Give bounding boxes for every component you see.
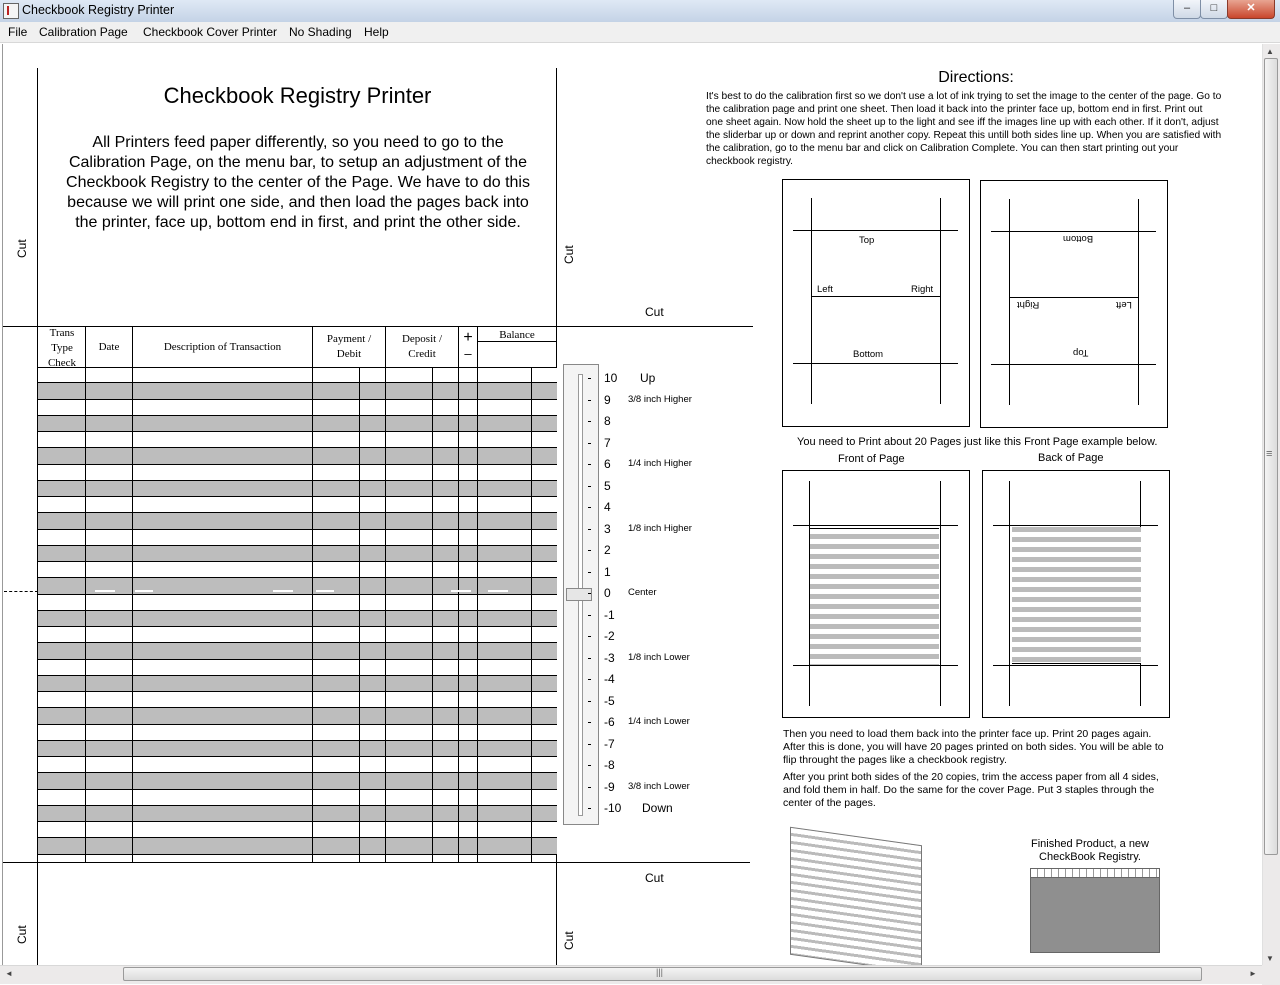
app-icon[interactable] xyxy=(3,3,19,19)
slider-tick xyxy=(588,572,591,573)
intro-line: Checkbook Registry to the center of the Page. We have to do this xyxy=(66,174,530,191)
maximize-button[interactable]: □ xyxy=(1200,0,1228,19)
slider-tick xyxy=(588,486,591,487)
intro-line: All Printers feed paper differently, so you need to go to the xyxy=(92,134,504,151)
table-row xyxy=(38,708,557,724)
front-caption: Front of Page xyxy=(838,453,905,465)
intro-line: because we will print one side, and then load the pages back into xyxy=(67,194,529,211)
slider-level-number: 5 xyxy=(604,478,611,493)
table-row xyxy=(38,367,557,383)
col-header-plus: + xyxy=(463,329,473,346)
slider-level-number: 7 xyxy=(604,435,611,450)
table-row xyxy=(38,611,557,627)
table-row xyxy=(38,692,557,708)
slider-level-number: 6 xyxy=(604,457,611,471)
label-left: Left xyxy=(817,284,833,295)
directions-line: the sliderbar up or down and reprint another copy. Repeat this untill both sides line up. When you are satisfied with xyxy=(706,130,1222,141)
scroll-down-arrow[interactable]: ▼ xyxy=(1266,954,1274,963)
slider-level-description: 1/8 inch Lower xyxy=(628,651,690,663)
table-row xyxy=(38,773,557,789)
slider-tick xyxy=(588,744,591,745)
directions-line: the calibration page and print one sheet. Then load it back into the printer face up, bottom end in first. Print out xyxy=(706,104,1203,115)
directions-line: It's best to do the calibration first so we don't use a lot of ink trying to set the image to the center of the page. Go to xyxy=(706,91,1222,102)
slider-tick xyxy=(588,507,591,508)
column-divider xyxy=(85,326,86,862)
slider-level-number: 2 xyxy=(604,543,611,557)
slider-level-number: 0 xyxy=(604,586,611,600)
slider-level-number: -9 xyxy=(604,779,615,794)
intro-line: Calibration Page, on the menu bar, to setup an adjustment of the xyxy=(68,154,528,171)
cut-line-bottom xyxy=(3,862,750,863)
slider-tick xyxy=(588,615,591,616)
fold-mark xyxy=(488,590,508,592)
table-row xyxy=(38,562,557,578)
fold-mark xyxy=(273,590,293,592)
instructions-para3 xyxy=(783,771,1159,810)
instructions-para2 xyxy=(783,728,1164,767)
table-row xyxy=(38,481,557,497)
menu-help[interactable]: Help xyxy=(364,25,389,39)
minimize-button[interactable]: – xyxy=(1173,0,1201,19)
slider-level-number: 9 xyxy=(604,392,611,407)
cut-label: Cut xyxy=(562,931,576,950)
slider-level-description: 1/4 inch Lower xyxy=(628,716,690,727)
col-header-minus: – xyxy=(464,346,472,361)
slider-level-number: -4 xyxy=(604,672,615,686)
cut-label: Cut xyxy=(645,305,664,319)
directions-heading: Directions: xyxy=(938,69,1014,86)
table-row xyxy=(38,725,557,741)
fold-mark xyxy=(4,591,38,592)
table-row xyxy=(38,595,557,611)
column-divider xyxy=(531,367,532,862)
cut-label: Cut xyxy=(645,871,664,885)
table-row xyxy=(38,448,557,464)
label-bottom: Bottom xyxy=(853,349,884,360)
slider-tick xyxy=(588,658,591,659)
slider-level-description: Down xyxy=(642,801,673,815)
slider-level-number: -2 xyxy=(604,629,615,643)
menu-no-shading[interactable]: No Shading xyxy=(289,25,352,39)
page-left-border xyxy=(2,44,3,965)
table-row xyxy=(38,383,557,399)
col-header-deposit: Deposit / Credit xyxy=(401,333,443,360)
slider-tick xyxy=(588,400,591,401)
para-line: Then you need to load them back into the printer face up. Print 20 pages again. xyxy=(783,728,1152,740)
slider-tick xyxy=(588,701,591,702)
finished-product-caption xyxy=(1010,838,1170,864)
slider-level-number: 10 xyxy=(604,371,618,385)
menu-calibration-page[interactable]: Calibration Page xyxy=(39,25,128,39)
column-divider xyxy=(477,326,478,862)
slider-tick xyxy=(588,378,591,379)
slider-tick xyxy=(588,550,591,551)
table-row xyxy=(38,643,557,659)
table-row xyxy=(38,676,557,692)
para-line: and fold them in half. Do the same for the cover Page. Put 3 staples through the xyxy=(783,784,1155,796)
fold-mark xyxy=(95,590,115,592)
column-divider xyxy=(458,326,459,862)
registry-intro xyxy=(38,133,558,233)
finished-booklet-edge xyxy=(1030,868,1160,878)
col-header-payment: Payment / Debit xyxy=(326,333,372,360)
table-row xyxy=(38,513,557,529)
slider-level-description: 3/8 inch Lower xyxy=(628,780,690,792)
scrollbar-corner xyxy=(1262,965,1280,985)
slider-level-number: -6 xyxy=(604,715,615,729)
label-top: Top xyxy=(859,235,875,246)
table-row xyxy=(38,660,557,676)
window-title: Checkbook Registry Printer xyxy=(22,3,175,17)
column-divider xyxy=(132,326,133,862)
table-row xyxy=(38,790,557,806)
print-note: You need to Print about 20 Pages just like this Front Page example below. xyxy=(797,436,1158,448)
caption-line: Finished Product, a new xyxy=(1030,838,1149,850)
col-header-trans-type: Trans Type Check xyxy=(47,327,77,369)
table-row xyxy=(38,741,557,757)
slider-level-description: 1/8 inch Higher xyxy=(628,522,692,534)
para-line: center of the pages. xyxy=(783,797,876,809)
label-right: Right xyxy=(1017,299,1040,310)
scroll-right-arrow[interactable]: ► xyxy=(1249,969,1257,978)
cut-line-top xyxy=(3,326,753,327)
header-bottom-rule xyxy=(38,367,557,368)
column-divider xyxy=(432,367,433,862)
slider-level-description: Center xyxy=(628,587,657,598)
column-divider xyxy=(312,326,313,862)
back-caption: Back of Page xyxy=(1038,452,1104,464)
slider-level-number: -10 xyxy=(604,801,622,815)
vertical-grip-icon: ≡ xyxy=(1266,448,1273,460)
slider-level-number: -8 xyxy=(604,758,615,772)
table-row xyxy=(38,578,557,594)
cut-label: Cut xyxy=(15,925,29,944)
slider-level-number: -3 xyxy=(604,650,615,665)
col-header-description: Description of Transaction xyxy=(163,341,282,353)
slider-level-number: -1 xyxy=(604,607,615,622)
front-page-preview xyxy=(782,470,970,718)
slider-level-number: -7 xyxy=(604,736,615,751)
slider-tick xyxy=(588,636,591,637)
cut-label: Cut xyxy=(15,239,29,258)
table-row xyxy=(38,432,557,448)
table-row xyxy=(38,838,557,854)
table-row xyxy=(38,757,557,773)
table-row xyxy=(38,822,557,838)
fold-mark xyxy=(135,590,153,592)
slider-tick xyxy=(588,765,591,766)
open-booklet-illustration xyxy=(790,827,922,974)
slider-thumb[interactable] xyxy=(566,588,592,601)
slider-level-description: 3/8 inch Higher xyxy=(628,393,692,405)
directions-line: one sheet again. Now hold the sheet up to the light and see iff the images line up with each other. If it don't, adjust xyxy=(706,117,1219,128)
back-calibration-diagram xyxy=(980,180,1168,428)
scroll-up-arrow[interactable]: ▲ xyxy=(1266,47,1274,56)
slider-tick xyxy=(588,464,591,465)
slider-tick xyxy=(588,808,591,809)
menu-file[interactable]: File xyxy=(8,25,28,39)
registry-title: Checkbook Registry Printer xyxy=(163,83,432,108)
directions-text xyxy=(706,90,1256,168)
directions-line: checkbook registry. xyxy=(706,156,794,167)
slider-tick xyxy=(588,787,591,788)
para-line: After you print both sides of the 20 copies, trim the access paper from all 4 sides, xyxy=(783,771,1159,783)
slider-level-number: 4 xyxy=(604,500,611,514)
directions-line: the calibration, go to the menu bar and click on Calibration Complete. You can then start printing out your xyxy=(706,143,1179,154)
label-right: Right xyxy=(911,284,934,295)
slider-level-number: -5 xyxy=(604,693,615,708)
horizontal-grip-icon: ||| xyxy=(656,967,664,977)
back-page-preview xyxy=(982,470,1170,718)
slider-tick xyxy=(588,529,591,530)
scroll-left-arrow[interactable]: ◄ xyxy=(5,969,13,978)
col-header-date: Date xyxy=(98,341,120,353)
table-row xyxy=(38,546,557,562)
slider-level-description: Up xyxy=(640,371,656,385)
para-line: After this is done, you will have 20 pages printed on both sides. You will be able to xyxy=(783,741,1164,753)
column-divider xyxy=(359,367,360,862)
table-row xyxy=(38,627,557,643)
title-bar[interactable] xyxy=(0,0,1280,23)
slider-level-description: 1/4 inch Higher xyxy=(628,458,692,469)
table-row xyxy=(38,530,557,546)
fold-mark xyxy=(316,590,334,592)
slider-level-number: 3 xyxy=(604,521,611,536)
para-line: flip throught the pages like a checkbook registry. xyxy=(783,754,1007,766)
menu-checkbook-cover-printer[interactable]: Checkbook Cover Printer xyxy=(143,25,278,39)
front-calibration-diagram xyxy=(782,179,970,427)
slider-tick xyxy=(588,593,591,594)
cut-label: Cut xyxy=(562,245,576,264)
label-top: Top xyxy=(1073,347,1089,358)
table-row xyxy=(38,400,557,416)
column-divider xyxy=(385,326,386,862)
table-row xyxy=(38,806,557,822)
slider-tick xyxy=(588,421,591,422)
slider-tick xyxy=(588,443,591,444)
col-header-balance: Balance xyxy=(499,329,535,341)
table-row xyxy=(38,416,557,432)
finished-booklet-illustration xyxy=(1030,872,1160,953)
slider-tick xyxy=(588,679,591,680)
fold-mark xyxy=(451,590,471,592)
slider-tick xyxy=(588,722,591,723)
close-button[interactable]: ✕ xyxy=(1227,0,1275,19)
table-row xyxy=(38,497,557,513)
slider-level-number: 8 xyxy=(604,414,611,428)
table-row xyxy=(38,465,557,481)
caption-line: CheckBook Registry. xyxy=(1039,851,1141,863)
label-left: Left xyxy=(1116,299,1132,310)
slider-level-number: 1 xyxy=(604,564,611,579)
intro-line: the printer, face up, bottom end in first, and print the other side. xyxy=(75,214,521,231)
label-bottom: Bottom xyxy=(1063,233,1094,244)
